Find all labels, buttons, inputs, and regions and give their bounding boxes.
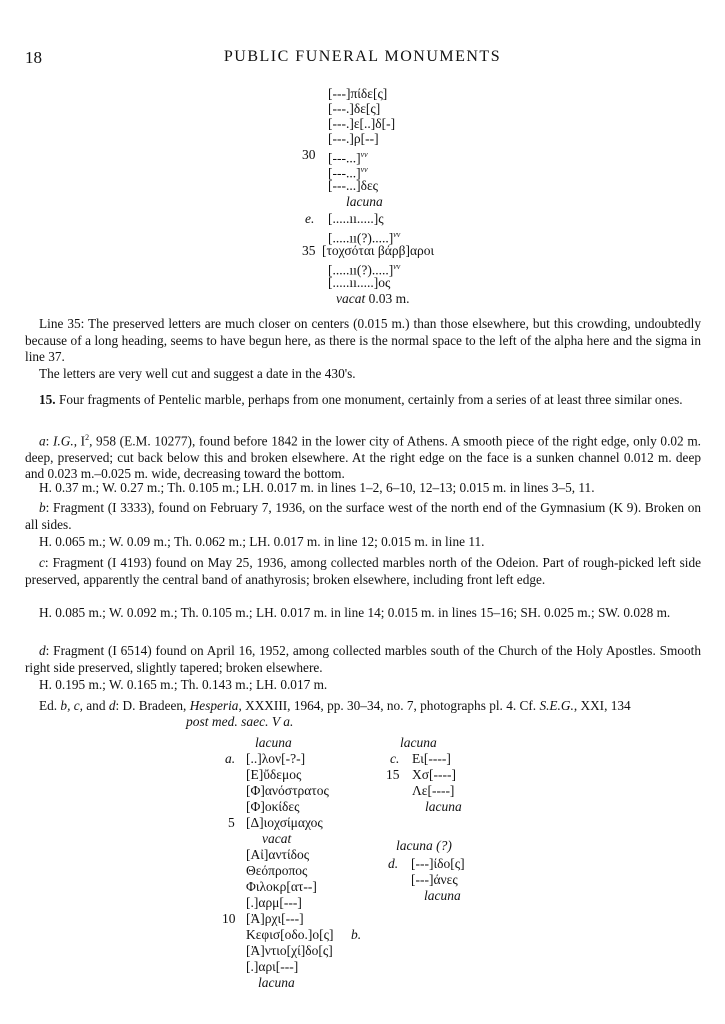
fragment-d-description: d: Fragment (I 6514) found on April 16, 1952, among collected marbles south of the Church of the Holy Apostles. Smooth right side preserved, slightly tapered; broken elsewhere. — [25, 643, 701, 675]
insc-line: [---.]ρ[--] — [328, 131, 379, 146]
insc-line: Κεφισ[οδο.]ο[ς] — [246, 927, 334, 942]
line-number: 15 — [386, 767, 400, 782]
insc-line: [Ἀ]ρχι[---] — [246, 911, 304, 926]
fragment-label: a. — [225, 751, 236, 766]
insc-line: [.]αρμ[---] — [246, 895, 302, 910]
date-note: post med. saec. V a. — [186, 714, 294, 729]
insc-line: Λε[----] — [412, 783, 455, 798]
insc-line: [Αἰ]αντίδος — [246, 847, 310, 862]
lacuna-note: lacuna — [258, 975, 295, 990]
insc-line: [---.]δε[ς] — [328, 101, 381, 116]
insc-line: Ει[----] — [412, 751, 451, 766]
entry-15-intro: 15. Four fragments of Pentelic marble, perhaps from one monument, certainly from a series of at least three similar ones. — [39, 392, 683, 407]
insc-line: [Δ]ιοχσίμαχος — [246, 815, 323, 830]
vacat-note: vacat — [262, 831, 292, 846]
vacat-note: vacat 0.03 m. — [336, 291, 410, 306]
fragment-a-measurements: H. 0.37 m.; W. 0.27 m.; Th. 0.105 m.; LH. 0.017 m. in lines 1–2, 6–10, 12–13; 0.015 m. in lines 3–5, 11. — [39, 480, 595, 495]
insc-line: [---...]$^{vv}$ — [328, 150, 368, 166]
line-number: 35 — [302, 243, 316, 258]
lacuna-note: lacuna — [400, 735, 437, 750]
lacuna-note: lacuna (?) — [396, 838, 452, 853]
line-number: 5 — [228, 815, 235, 830]
insc-line: [.]αρι[---] — [246, 959, 299, 974]
fragment-label: b. — [351, 927, 362, 942]
insc-line: Θεόπροπος — [246, 863, 308, 878]
fragment-c-measurements: H. 0.085 m.; W. 0.092 m.; Th. 0.105 m.; LH. 0.017 m. in line 14; 0.015 m. in lines 15–16; SH. 0.025 m.; SW. 0.028 m. — [39, 605, 671, 620]
commentary-line35: Line 35: The preserved letters are much closer on centers (0.015 m.) than those elsewhere, but this crowding, undoubtedly because of a long heading, seems to have begun here, as there is the normal space to the left of the alpha here and the sigma in line 37. — [25, 316, 701, 364]
insc-line: [.....ıı(?).....]$^{vv}$ — [328, 230, 401, 246]
insc-line: [.....ıı(?).....]$^{vv}$ — [328, 262, 401, 278]
insc-line: [.....ıı.....]ος — [328, 275, 391, 290]
insc-line: [---]πίδε[ς] — [328, 86, 388, 101]
fragment-label: d. — [388, 856, 399, 871]
lacuna-note: lacuna — [425, 799, 462, 814]
fragment-d-measurements: H. 0.195 m.; W. 0.165 m.; Th. 0.143 m.; LH. 0.017 m. — [39, 677, 328, 692]
insc-line: [---]ίδο[ς] — [411, 856, 465, 871]
fragment-b-description: b: Fragment (I 3333), found on February 7, 1936, on the surface west of the north end of the Gymnasium (K 9). Broken on all sides. — [25, 500, 701, 532]
insc-line: [---...]$^{vv}$ — [328, 165, 368, 181]
insc-line: [τοχσόται βάρβ]αροι — [322, 243, 435, 258]
insc-line: [Φ]ανόστρατος — [246, 783, 329, 798]
page-number: 18 — [25, 48, 42, 67]
insc-line: [---...]δες — [328, 178, 378, 193]
fragment-a-description: a: I.G., $I^2$, 958 (E.M. 10277), found before 1842 in the lower city of Athens. A smooth piece of the right edge, only 0.02 m. deep, preserved; cut back below this and broken elsewhere. At the right edge on the face is a sunken channel 0.012 m. deep and 0.023 m.–0.025 m. wide, decreasing toward the bottom. — [25, 433, 702, 482]
fragment-label: e. — [305, 211, 315, 226]
insc-line: [Ἀ]ντιο[χί]δο[ς] — [246, 943, 333, 958]
insc-line: [Φ]οκίδες — [246, 799, 300, 814]
fragment-label: c. — [390, 751, 400, 766]
lacuna-note: lacuna — [424, 888, 461, 903]
lacuna-note: lacuna — [255, 735, 292, 750]
insc-line: Χσ[----] — [412, 767, 457, 782]
insc-line: [..]λον[-?-] — [246, 751, 306, 766]
insc-line: [---.]ε[..]δ[-] — [328, 116, 396, 131]
insc-line: Φιλοκρ[ατ--] — [246, 879, 317, 894]
commentary-date: The letters are very well cut and suggest a date in the 430's. — [39, 366, 356, 381]
insc-line: [.....ıı.....]ς — [328, 211, 384, 226]
fragment-b-measurements: H. 0.065 m.; W. 0.09 m.; Th. 0.062 m.; LH. 0.017 m. in line 12; 0.015 m. in line 11. — [39, 534, 485, 549]
line-number: 30 — [302, 147, 316, 162]
line-number: 10 — [222, 911, 236, 926]
fragment-c-description: c: Fragment (I 4193) found on May 25, 1936, among collected marbles north of the Odeion. Part of rough-picked left side preserved, apparently the central band of anathyrosis; broken elsewhere, including front left edge. — [25, 555, 701, 587]
lacuna-note: lacuna — [346, 194, 383, 209]
insc-line: [---]άνες — [411, 872, 458, 887]
running-head: PUBLIC FUNERAL MONUMENTS — [223, 48, 502, 65]
insc-line: [Ε]ὔδεμος — [246, 767, 302, 782]
edition-reference: Ed. b, c, and d: D. Bradeen, Hesperia, XXXIII, 1964, pp. 30–34, no. 7, photographs pl. 4. Cf. S.E.G., XXI, 134 — [39, 698, 631, 713]
